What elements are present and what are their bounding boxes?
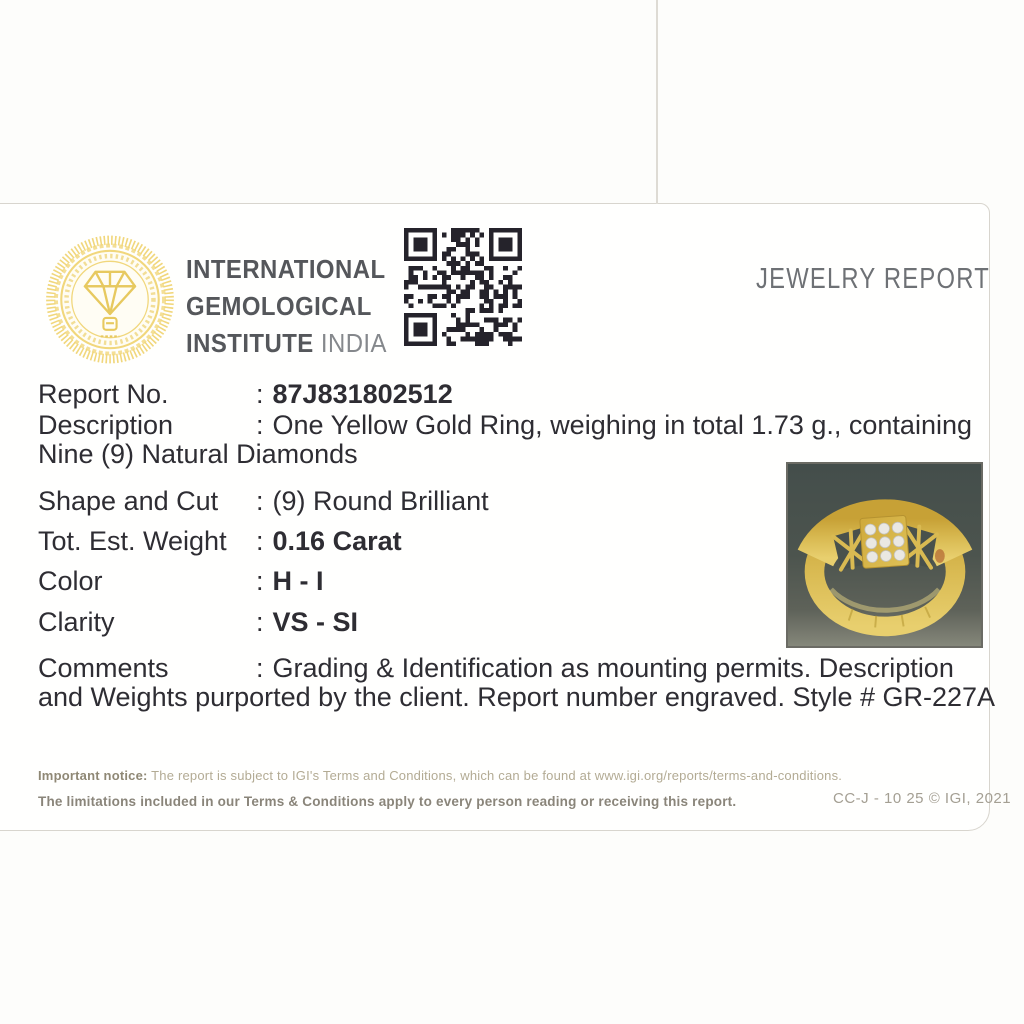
ring-photo [786,462,983,648]
comments-value-line1: Grading & Identification as mounting permits. Description [272,653,954,683]
shape-cut-value: (9) Round Brilliant [272,486,489,516]
institute-name-line2: GEMOLOGICAL [186,291,372,321]
institute-name-line3: INSTITUTE INDIA [186,328,387,358]
comments-label: Comments [38,653,169,683]
document-code: CC-J - 10 25 © IGI, 2021 [833,790,1012,807]
qr-code-icon [404,228,522,346]
report-number-label: Report No. [38,379,169,409]
color-row: Color : H - I [38,566,324,596]
report-number-value: 87J831802512 [272,379,453,409]
report-number-row: Report No. : 87J831802512 [38,379,453,409]
card-edge-line [656,0,658,204]
shape-cut-label: Shape and Cut [38,486,219,516]
clarity-value: VS - SI [272,607,359,637]
description-label: Description [38,410,174,440]
color-value: H - I [272,566,324,596]
total-weight-value: 0.16 Carat [272,526,402,556]
total-weight-label: Tot. Est. Weight [38,526,227,556]
description-row: Description : One Yellow Gold Ring, weighing in total 1.73 g., containing [38,410,972,440]
comments-value-line2: and Weights purported by the client. Report number engraved. Style # GR-227A [38,682,996,712]
total-weight-row: Tot. Est. Weight : 0.16 Carat [38,526,402,556]
clarity-row: Clarity : VS - SI [38,607,359,637]
color-label: Color [38,566,103,596]
clarity-label: Clarity [38,607,115,637]
description-value-line1: One Yellow Gold Ring, weighing in total 1.73 g., containing [272,410,972,440]
institute-name-line1: INTERNATIONAL [186,254,386,284]
important-notice [38,768,842,783]
limitations-notice: The limitations included in our Terms & Conditions apply to every person reading or receiving this report. [38,794,737,809]
important-notice-label: Important notice: [38,768,148,783]
comments-row: Comments : Grading & Identification as mounting permits. Description [38,653,954,683]
report-title: JEWELRY REPORT [756,263,990,295]
shape-cut-row: Shape and Cut : (9) Round Brilliant [38,486,489,516]
important-notice-text: The report is subject to IGI's Terms and Conditions, which can be found at www.igi.org/reports/terms-and-conditions. [147,768,843,783]
igi-gold-seal-icon [44,231,176,368]
description-value-line2: Nine (9) Natural Diamonds [38,439,358,469]
institute-name [186,251,387,362]
